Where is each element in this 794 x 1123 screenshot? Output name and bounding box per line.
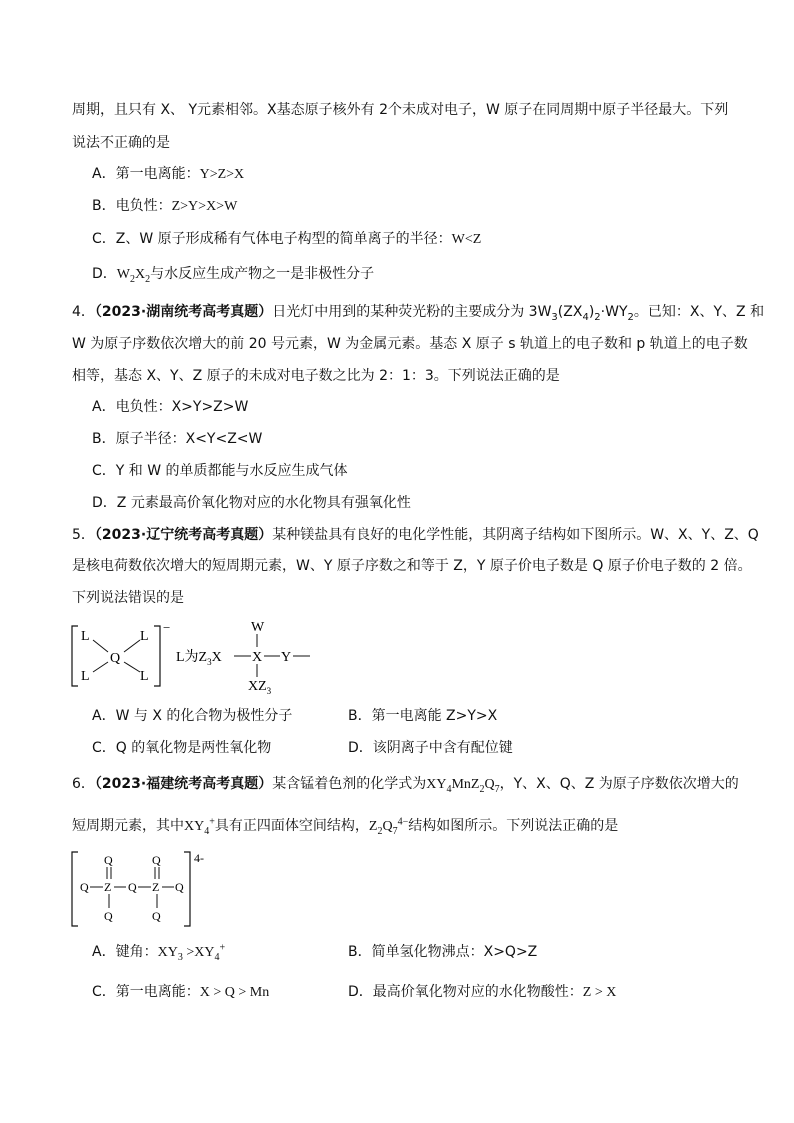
q5-option-d[interactable]: D．该阴离子中含有配位键 — [348, 740, 513, 756]
q6-option-c-label: C．第一电离能： — [92, 984, 200, 1000]
q3-option-d-label: D． — [92, 266, 117, 282]
q6-option-b[interactable]: B．简单氢化物沸点：X>Q>Z — [348, 944, 538, 960]
q3-stem-line-2: 说法不正确的是 — [72, 135, 170, 151]
q6-charge-label: 4- — [194, 851, 204, 865]
q3-option-d[interactable] — [92, 264, 374, 285]
q6-option-d-label: D．最高价氧化物对应的水化物酸性： — [348, 984, 583, 1000]
q5-w-label: W — [251, 620, 265, 635]
q5-charge-label: − — [163, 620, 171, 635]
q4-stem-line-1: 4．（2023·湖南统考高考真题）日光灯中用到的某种荧光粉的主要成分为 $3W_3(ZX_4)_2\cdot WY_2$。已知：X、Y、Z 和 — [72, 304, 765, 323]
q5-ligand-l-bottom-right: L — [140, 669, 149, 684]
q5-source: （2023·辽宁统考高考真题） — [94, 527, 273, 543]
q6-q-left: Q — [80, 880, 89, 894]
q6-q-bottom-right: Q — [152, 909, 161, 923]
q3-option-b-value: Z>Y>X>W — [171, 199, 238, 214]
q6-z-left: Z — [104, 880, 112, 894]
q6-option-c-value: X > Q > Mn — [199, 985, 270, 1000]
q6-q-top-right: Q — [152, 853, 161, 867]
q6-z-right: Z — [152, 880, 160, 894]
q6-option-c[interactable] — [92, 982, 269, 1003]
q5-center-q: Q — [110, 651, 121, 666]
q5-option-b[interactable]: B．第一电离能 Z>Y>X — [348, 708, 498, 724]
q6-q-bottom-left: Q — [104, 909, 113, 923]
q5-structure-diagram — [68, 616, 338, 698]
q3-option-c[interactable] — [92, 229, 481, 250]
q5-xz3-label: $XZ_3$ — [248, 679, 272, 696]
q4-number: 4． — [72, 304, 95, 320]
q4-option-c[interactable]: C．Y 和 W 的单质都能与水反应生成气体 — [92, 463, 348, 479]
q6-option-d[interactable] — [348, 982, 616, 1003]
q3-option-c-value: W<Z — [451, 232, 482, 247]
q3-option-b[interactable] — [92, 196, 237, 217]
q5-ligand-l-top-left: L — [81, 629, 90, 644]
q5-ligand-l-top-right: L — [140, 629, 149, 644]
q3-option-c-label: C．Z、W 原子形成稀有气体电子构型的简单离子的半径： — [92, 231, 452, 247]
q5-number: 5． — [72, 527, 95, 543]
q6-q-right: Q — [175, 880, 184, 894]
q5-stem-line-2: 是核电荷数依次增大的短周期元素，W、Y 原子序数之和等于 Z，Y 原子价电子数是 Q 原子价电子数的 2 倍。 — [72, 558, 752, 574]
q6-q-top-left: Q — [104, 853, 113, 867]
q4-stem-line-2: W 为原子序数依次增大的前 20 号元素，W 为金属元素。基态 X 原子 s 轨道上的电子数和 p 轨道上的电子数 — [72, 336, 748, 352]
q3-stem-line-1: 周期，且只有 X、 Y元素相邻。X基态原子核外有 2个未成对电子，W 原子在同周期中原子半径最大。下列 — [72, 102, 729, 118]
q4-option-a[interactable]: A．电负性：X>Y>Z>W — [92, 399, 249, 415]
q3-option-b-label: B．电负性： — [92, 198, 172, 214]
q6-source: （2023·福建统考高考真题） — [94, 776, 273, 792]
q5-stem-line-1: 5．（2023·辽宁统考高考真题）某种镁盐具有良好的电化学性能，其阴离子结构如下图所示。W、X、Y、Z、Q — [72, 527, 759, 543]
q3-option-a-label: A．第一电离能： — [92, 166, 200, 182]
q5-option-c[interactable]: C．Q 的氧化物是两性氧化物 — [92, 740, 272, 756]
q3-option-a[interactable] — [92, 164, 244, 185]
q4-option-b[interactable]: B．原子半径：X<Y<Z<W — [92, 431, 263, 447]
q6-option-a-label: A．键角： — [92, 944, 158, 960]
q3-option-d-formula: $W_2X_2$ — [116, 267, 151, 285]
q3-option-d-text: 与水反应生成产物之一是非极性分子 — [150, 266, 375, 282]
q6-option-d-value: Z > X — [582, 985, 617, 1000]
q5-ligand-l-bottom-left: L — [81, 669, 90, 684]
q5-stem-line-3: 下列说法错误的是 — [72, 590, 184, 606]
q5-l-caption: L为$Z_3X$ — [176, 650, 222, 667]
q6-option-a[interactable] — [92, 942, 225, 963]
q5-center-x: X — [252, 650, 263, 665]
q6-option-a-formula: $XY_3 >XY_4^+$ — [157, 942, 226, 963]
q6-stem-line-1: 6．（2023·福建统考高考真题）某含锰着色剂的化学式为$XY_4MnZ_2Q_7$，Y、X、Q、Z 为原子序数依次增大的 — [72, 776, 739, 795]
q3-option-a-value: Y>Z>X — [199, 167, 245, 182]
q6-number: 6． — [72, 776, 95, 792]
q6-stem-line-2: 短周期元素，其中$XY_4^+$具有正四面体空间结构，$Z_2Q_7^{4-}$结构如图所示。下列说法正确的是 — [72, 816, 619, 837]
q4-stem-line-3: 相等，基态 X、Y、Z 原子的未成对电子数之比为 2：1：3。下列说法正确的是 — [72, 368, 560, 384]
q4-source: （2023·湖南统考高考真题） — [94, 304, 273, 320]
q4-option-d[interactable]: D．Z 元素最高价氧化物对应的水化物具有强氧化性 — [92, 495, 411, 511]
q6-structure-diagram — [68, 846, 248, 932]
q5-y-label: Y — [281, 650, 292, 665]
q6-q-bridge: Q — [128, 880, 137, 894]
q5-option-a[interactable]: A．W 与 X 的化合物为极性分子 — [92, 708, 293, 724]
